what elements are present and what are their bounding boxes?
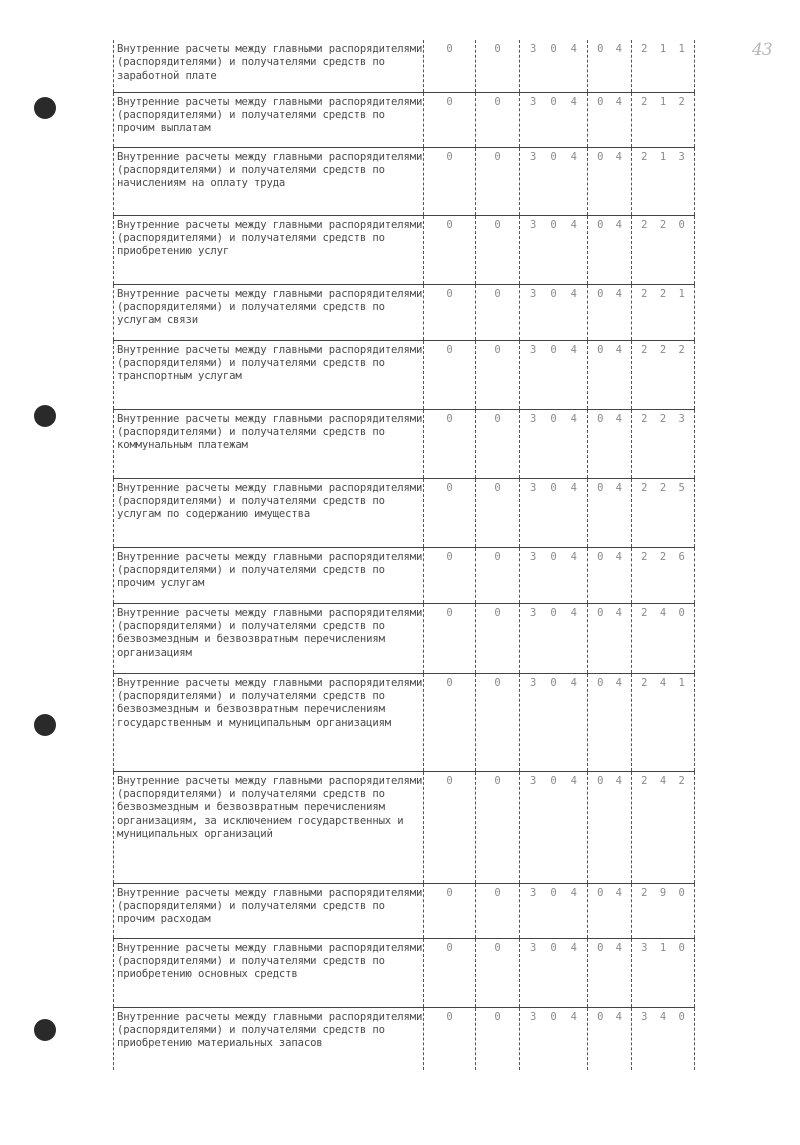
code-digit: 3: [530, 150, 537, 163]
code-cell-c3: [520, 1007, 588, 1070]
code-digit: 0: [550, 218, 557, 231]
row-description: Внутренние расчеты между главными распорядителями (распорядителями) и получателями средств по услугам по содержанию имущества: [114, 478, 424, 547]
code-digit: 3: [530, 95, 537, 108]
code-cell-c5: [632, 673, 695, 771]
code-digit: 4: [615, 886, 622, 899]
code-digit: 2: [641, 150, 648, 163]
code-digit: 2: [641, 606, 648, 619]
code-cell-c3: [520, 40, 588, 92]
code-digit: 2: [641, 774, 648, 787]
accounts-table: [113, 40, 695, 1070]
code-digit: 0: [597, 150, 604, 163]
code-digit: 4: [570, 774, 577, 787]
code-digit: 3: [530, 774, 537, 787]
code-digit: 4: [570, 606, 577, 619]
table-row: [114, 1007, 695, 1070]
code-digit: 4: [615, 941, 622, 954]
code-digit: 2: [641, 412, 648, 425]
code-cell-c2: 0: [476, 215, 520, 284]
code-digit: 0: [678, 886, 685, 899]
code-digit: 4: [615, 774, 622, 787]
code-digit: 6: [678, 550, 685, 563]
code-digit: 4: [615, 43, 622, 55]
code-digit: 3: [678, 150, 685, 163]
code-digit: 2: [659, 412, 667, 425]
code-digit: 3: [641, 1010, 648, 1023]
code-cell-c2: 0: [476, 409, 520, 478]
code-digit: 4: [570, 676, 577, 689]
code-cell-c4: [588, 215, 632, 284]
code-cell-c2: 0: [476, 673, 520, 771]
code-digit: 3: [530, 941, 537, 954]
code-digit: 1: [678, 676, 685, 689]
code-digit: 1: [678, 287, 685, 300]
row-description: Внутренние расчеты между главными распорядителями (распорядителями) и получателями средств по заработной плате: [114, 40, 424, 92]
code-digit: 0: [550, 550, 557, 563]
row-description: Внутренние расчеты между главными распорядителями (распорядителями) и получателями средств по приобретению услуг: [114, 215, 424, 284]
code-cell-c2: 0: [476, 284, 520, 340]
row-description: Внутренние расчеты между главными распорядителями (распорядителями) и получателями средств по начислениям на оплату труда: [114, 147, 424, 215]
code-digit: 4: [570, 343, 577, 356]
code-digit: 0: [550, 95, 557, 108]
table-row: [114, 215, 695, 284]
row-description: Внутренние расчеты между главными распорядителями (распорядителями) и получателями средств по прочим услугам: [114, 547, 424, 603]
code-digit: 2: [641, 343, 648, 356]
code-cell-c5: [632, 409, 695, 478]
code-digit: 0: [597, 287, 604, 300]
handwritten-page-number: 43: [752, 40, 772, 60]
code-cell-c3: [520, 547, 588, 603]
code-digit: 2: [678, 95, 685, 108]
code-digit: 4: [659, 606, 667, 619]
code-digit: 2: [659, 481, 667, 494]
code-digit: 0: [550, 287, 557, 300]
code-digit: 5: [678, 481, 685, 494]
code-digit: 0: [550, 43, 557, 55]
code-cell-c5: [632, 92, 695, 147]
code-cell-c5: [632, 147, 695, 215]
code-cell-c4: [588, 771, 632, 883]
code-cell-c3: [520, 215, 588, 284]
code-digit: 2: [641, 95, 648, 108]
code-digit: 2: [659, 218, 667, 231]
table-row: [114, 603, 695, 673]
row-description: Внутренние расчеты между главными распорядителями (распорядителями) и получателями средств по безвозмездным и безвозвратным перечислениям организациям, за исключением государственных и муниципальных организаций: [114, 771, 424, 883]
code-digit: 1: [659, 941, 667, 954]
code-cell-c1: 0: [424, 40, 476, 92]
punch-hole: [34, 714, 56, 736]
code-digit: 1: [659, 43, 667, 55]
code-digit: 4: [570, 150, 577, 163]
code-digit: 0: [550, 1010, 557, 1023]
code-digit: 3: [530, 1010, 537, 1023]
code-digit: 2: [659, 287, 667, 300]
code-digit: 0: [550, 774, 557, 787]
code-digit: 4: [615, 218, 622, 231]
code-digit: 0: [550, 343, 557, 356]
code-digit: 1: [678, 43, 685, 55]
code-cell-c2: 0: [476, 771, 520, 883]
table-row: [114, 771, 695, 883]
code-digit: 3: [530, 43, 537, 55]
table-row: [114, 547, 695, 603]
code-cell-c5: [632, 215, 695, 284]
code-cell-c3: [520, 771, 588, 883]
code-digit: 4: [615, 412, 622, 425]
code-digit: 4: [570, 412, 577, 425]
code-digit: 2: [641, 550, 648, 563]
row-description: Внутренние расчеты между главными распорядителями (распорядителями) и получателями средств по безвозмездным и безвозвратным перечислениям государственным и муниципальным организациям: [114, 673, 424, 771]
code-digit: 3: [678, 412, 685, 425]
code-digit: 4: [570, 941, 577, 954]
code-digit: 0: [550, 412, 557, 425]
code-cell-c4: [588, 883, 632, 938]
code-cell-c3: [520, 938, 588, 1007]
code-cell-c1: 0: [424, 771, 476, 883]
code-cell-c1: 0: [424, 673, 476, 771]
code-cell-c4: [588, 603, 632, 673]
code-digit: 4: [659, 774, 667, 787]
table-row: [114, 284, 695, 340]
code-cell-c2: 0: [476, 938, 520, 1007]
code-digit: 2: [641, 287, 648, 300]
table-row: [114, 883, 695, 938]
code-cell-c5: [632, 340, 695, 409]
code-cell-c2: 0: [476, 603, 520, 673]
code-digit: 4: [659, 676, 667, 689]
row-description: Внутренние расчеты между главными распорядителями (распорядителями) и получателями средств по приобретению основных средств: [114, 938, 424, 1007]
code-cell-c3: [520, 92, 588, 147]
code-digit: 0: [597, 774, 604, 787]
table-row: [114, 147, 695, 215]
code-digit: 0: [550, 941, 557, 954]
code-cell-c1: 0: [424, 938, 476, 1007]
code-digit: 0: [597, 676, 604, 689]
code-digit: 4: [615, 287, 622, 300]
code-cell-c5: [632, 478, 695, 547]
row-description: Внутренние расчеты между главными распорядителями (распорядителями) и получателями средств по приобретению материальных запасов: [114, 1007, 424, 1070]
code-digit: 0: [550, 481, 557, 494]
code-digit: 0: [597, 941, 604, 954]
code-cell-c2: 0: [476, 40, 520, 92]
code-digit: 0: [678, 218, 685, 231]
code-cell-c4: [588, 938, 632, 1007]
code-cell-c3: [520, 673, 588, 771]
code-cell-c3: [520, 409, 588, 478]
code-digit: 4: [615, 1010, 622, 1023]
code-cell-c5: [632, 883, 695, 938]
code-cell-c3: [520, 340, 588, 409]
code-digit: 3: [530, 606, 537, 619]
code-digit: 4: [570, 550, 577, 563]
code-digit: 1: [659, 95, 667, 108]
table-row: [114, 340, 695, 409]
code-cell-c5: [632, 938, 695, 1007]
code-cell-c5: [632, 603, 695, 673]
code-digit: 2: [641, 218, 648, 231]
code-cell-c4: [588, 147, 632, 215]
code-cell-c1: 0: [424, 547, 476, 603]
code-digit: 0: [550, 150, 557, 163]
code-digit: 0: [597, 886, 604, 899]
code-cell-c5: [632, 547, 695, 603]
code-cell-c2: 0: [476, 478, 520, 547]
code-digit: 0: [597, 550, 604, 563]
row-description: Внутренние расчеты между главными распорядителями (распорядителями) и получателями средств по прочим расходам: [114, 883, 424, 938]
code-cell-c5: [632, 771, 695, 883]
punch-hole: [34, 1019, 56, 1041]
code-cell-c4: [588, 478, 632, 547]
code-digit: 0: [597, 606, 604, 619]
row-description: Внутренние расчеты между главными распорядителями (распорядителями) и получателями средств по транспортным услугам: [114, 340, 424, 409]
code-digit: 4: [570, 886, 577, 899]
code-cell-c1: 0: [424, 1007, 476, 1070]
table-row: [114, 92, 695, 147]
code-cell-c4: [588, 40, 632, 92]
code-cell-c1: 0: [424, 147, 476, 215]
row-description: Внутренние расчеты между главными распорядителями (распорядителями) и получателями средств по коммунальным платежам: [114, 409, 424, 478]
code-digit: 4: [615, 95, 622, 108]
code-cell-c3: [520, 478, 588, 547]
code-digit: 4: [570, 218, 577, 231]
code-digit: 4: [570, 95, 577, 108]
code-cell-c4: [588, 547, 632, 603]
code-cell-c5: [632, 1007, 695, 1070]
code-cell-c5: [632, 40, 695, 92]
code-cell-c1: 0: [424, 409, 476, 478]
table-row: [114, 673, 695, 771]
code-cell-c2: 0: [476, 1007, 520, 1070]
code-digit: 0: [678, 1010, 685, 1023]
code-digit: 4: [615, 606, 622, 619]
code-digit: 3: [530, 287, 537, 300]
code-cell-c1: 0: [424, 284, 476, 340]
table-row: [114, 938, 695, 1007]
code-digit: 2: [641, 43, 648, 55]
code-digit: 0: [597, 343, 604, 356]
code-digit: 4: [615, 481, 622, 494]
code-cell-c4: [588, 409, 632, 478]
code-digit: 4: [570, 287, 577, 300]
code-digit: 2: [659, 343, 667, 356]
code-digit: 3: [530, 218, 537, 231]
code-cell-c1: 0: [424, 883, 476, 938]
code-digit: 0: [597, 43, 604, 55]
code-digit: 4: [659, 1010, 667, 1023]
code-digit: 2: [678, 343, 685, 356]
code-cell-c2: 0: [476, 547, 520, 603]
code-cell-c4: [588, 673, 632, 771]
code-digit: 0: [597, 412, 604, 425]
code-digit: 4: [615, 676, 622, 689]
code-digit: 0: [678, 941, 685, 954]
code-cell-c2: 0: [476, 147, 520, 215]
code-cell-c2: 0: [476, 92, 520, 147]
code-cell-c3: [520, 147, 588, 215]
row-description: Внутренние расчеты между главными распорядителями (распорядителями) и получателями средств по услугам связи: [114, 284, 424, 340]
code-cell-c1: 0: [424, 478, 476, 547]
row-description: Внутренние расчеты между главными распорядителями (распорядителями) и получателями средств по безвозмездным и безвозвратным перечислениям организациям: [114, 603, 424, 673]
code-digit: 3: [530, 343, 537, 356]
code-digit: 2: [641, 676, 648, 689]
code-digit: 3: [530, 412, 537, 425]
code-digit: 0: [597, 481, 604, 494]
punch-hole: [34, 405, 56, 427]
code-digit: 4: [570, 43, 577, 55]
row-description: Внутренние расчеты между главными распорядителями (распорядителями) и получателями средств по прочим выплатам: [114, 92, 424, 147]
code-digit: 0: [597, 95, 604, 108]
code-digit: 2: [659, 550, 667, 563]
code-digit: 2: [641, 886, 648, 899]
code-digit: 0: [550, 606, 557, 619]
code-cell-c1: 0: [424, 215, 476, 284]
code-digit: 0: [597, 218, 604, 231]
code-cell-c2: 0: [476, 883, 520, 938]
code-digit: 2: [641, 481, 648, 494]
code-digit: 4: [570, 481, 577, 494]
code-cell-c2: 0: [476, 340, 520, 409]
table-row: [114, 409, 695, 478]
table-row: [114, 478, 695, 547]
code-cell-c5: [632, 284, 695, 340]
code-digit: 1: [659, 150, 667, 163]
code-cell-c1: 0: [424, 603, 476, 673]
code-cell-c1: 0: [424, 340, 476, 409]
code-digit: 3: [530, 886, 537, 899]
table-row: [114, 40, 695, 92]
code-digit: 4: [615, 550, 622, 563]
code-cell-c4: [588, 92, 632, 147]
code-cell-c4: [588, 284, 632, 340]
code-digit: 3: [530, 550, 537, 563]
code-digit: 3: [530, 481, 537, 494]
punch-hole: [34, 97, 56, 119]
code-digit: 4: [615, 150, 622, 163]
code-cell-c4: [588, 340, 632, 409]
code-digit: 0: [550, 886, 557, 899]
code-digit: 3: [641, 941, 648, 954]
code-digit: 3: [530, 676, 537, 689]
code-digit: 4: [570, 1010, 577, 1023]
code-digit: 9: [659, 886, 667, 899]
code-cell-c3: [520, 883, 588, 938]
code-digit: 0: [597, 1010, 604, 1023]
code-cell-c1: 0: [424, 92, 476, 147]
code-digit: 0: [550, 676, 557, 689]
code-digit: 4: [615, 343, 622, 356]
code-cell-c3: [520, 603, 588, 673]
code-digit: 0: [678, 606, 685, 619]
code-cell-c3: [520, 284, 588, 340]
code-digit: 2: [678, 774, 685, 787]
code-cell-c4: [588, 1007, 632, 1070]
